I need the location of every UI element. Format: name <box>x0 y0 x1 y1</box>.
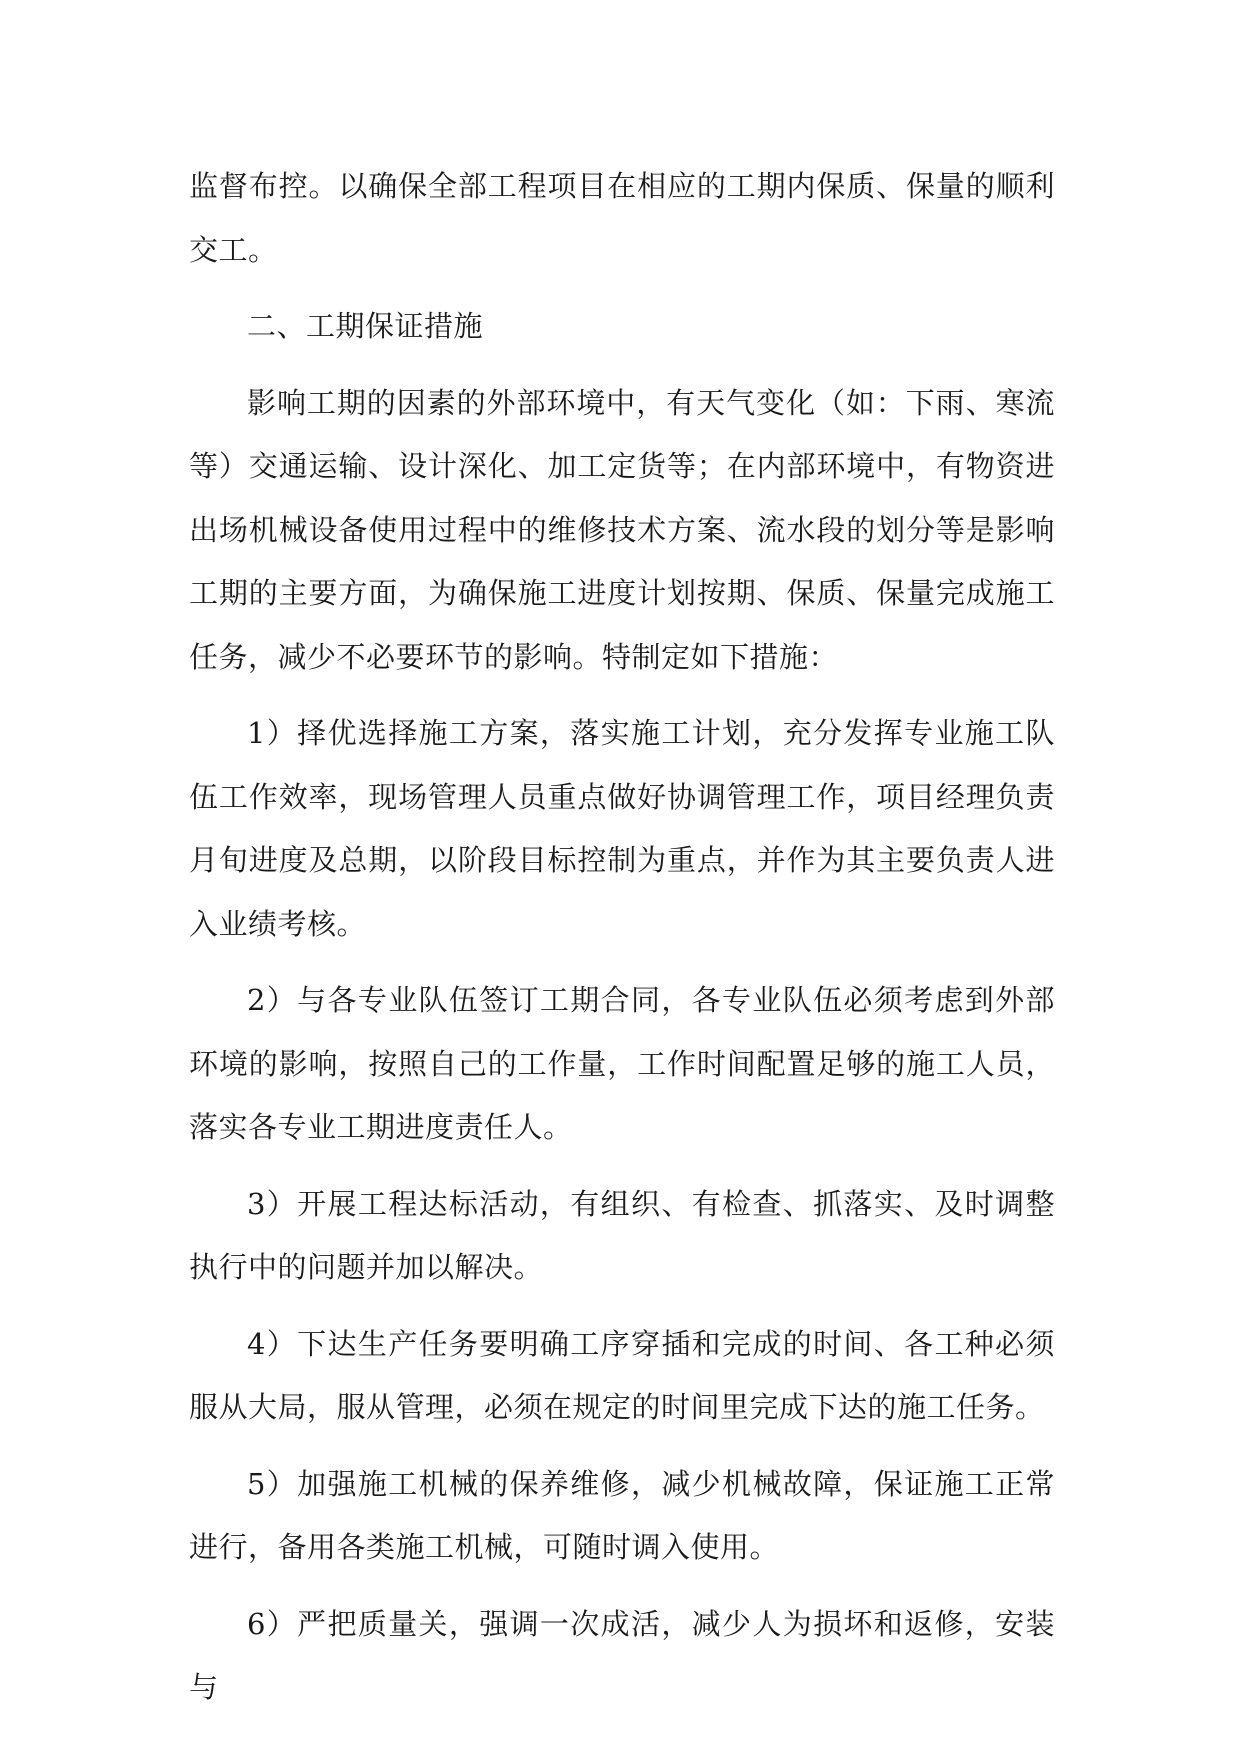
paragraph-intro: 影响工期的因素的外部环境中，有天气变化（如：下雨、寒流等）交通运输、设计深化、加工定货等；在内部环境中，有物资进出场机械设备使用过程中的维修技术方案、流水段的划分等是影响工期的主要方面，为确保施工进度计划按期、保质、保量完成施工任务，减少不必要环节的影响。特制定如下措施： <box>189 385 1055 674</box>
paragraph-continuation: 监督布控。以确保全部工程项目在相应的工期内保质、保量的顺利交工。 <box>189 169 1055 267</box>
measure-item-2: 2）与各专业队伍签订工期合同，各专业队伍必须考虑到外部环境的影响，按照自己的工作量，工作时间配置足够的施工人员，落实各专业工期进度责任人。 <box>189 983 1055 1144</box>
document-body <box>189 155 1055 1720</box>
measure-item-6: 6）严把质量关，强调一次成活，减少人为损坏和返修，安装与 <box>189 1606 1055 1704</box>
measure-item-1: 1）择优选择施工方案，落实施工计划，充分发挥专业施工队伍工作效率，现场管理人员重点做好协调管理工作，项目经理负责月旬进度及总期，以阶段目标控制为重点，并作为其主要负责人进入业绩考核。 <box>189 716 1055 941</box>
measure-item-4: 4）下达生产任务要明确工序穿插和完成的时间、各工种必须服从大局，服从管理，必须在规定的时间里完成下达的施工任务。 <box>189 1326 1055 1424</box>
section-heading: 二、工期保证措施 <box>247 309 484 343</box>
measure-item-3: 3）开展工程达标活动，有组织、有检查、抓落实、及时调整执行中的问题并加以解决。 <box>189 1186 1055 1284</box>
measure-item-5: 5）加强施工机械的保养维修，减少机械故障，保证施工正常进行，备用各类施工机械，可随时调入使用。 <box>189 1466 1055 1564</box>
